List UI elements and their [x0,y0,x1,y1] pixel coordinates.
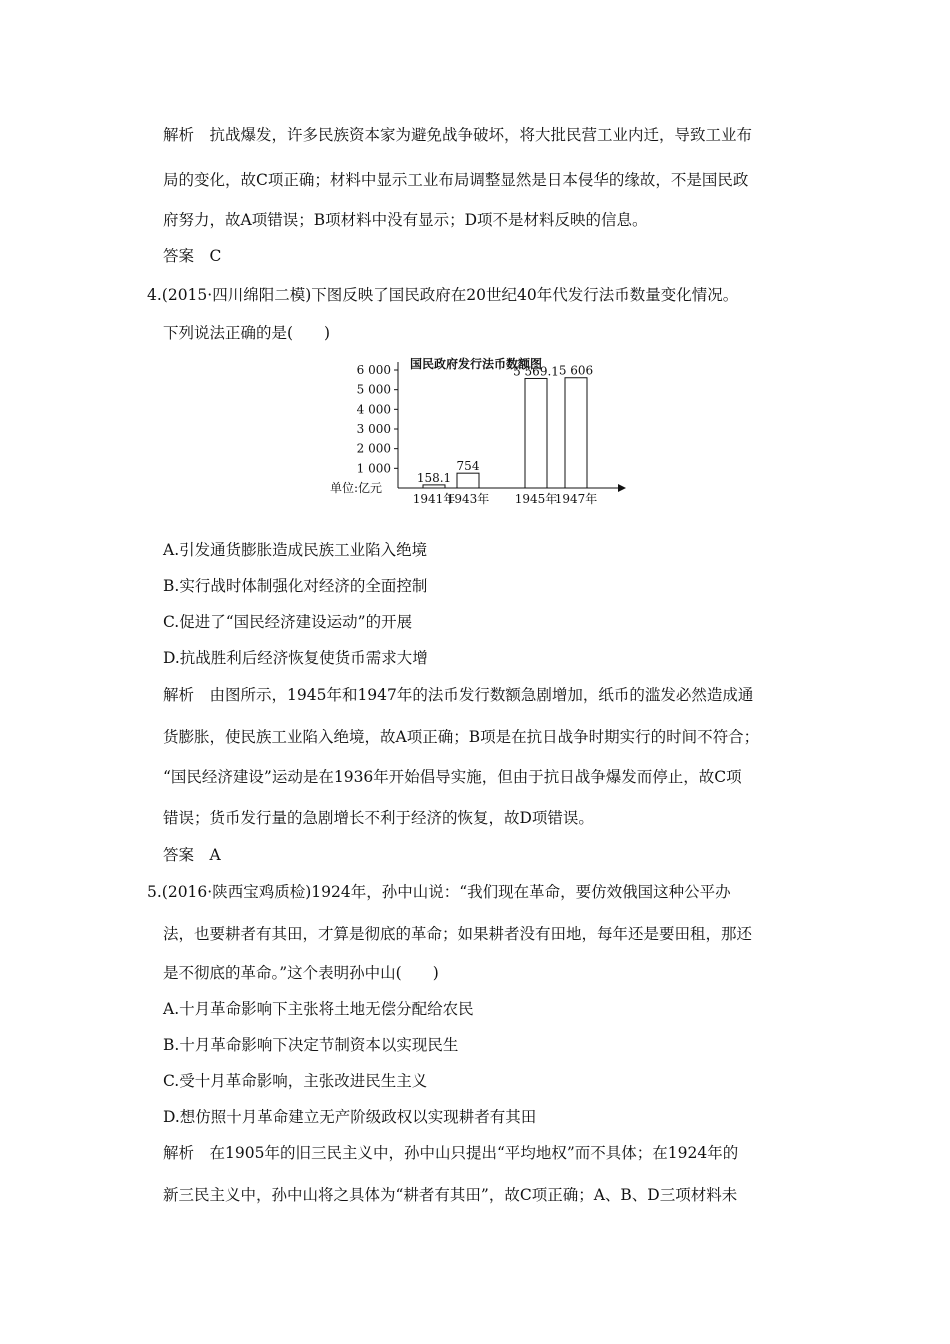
bar-value-label: 754 [456,459,480,474]
chart-title: 国民政府发行法币数额图 [409,357,543,371]
y-tick-label: 3 000 [356,422,391,436]
q4-option-a: A.引发通货膨胀造成民族工业陷入绝境 [163,541,428,559]
q5-stem-line-3: 是不彻底的革命。”这个表明孙中山( ) [163,964,439,982]
q4-analysis-line-3: “国民经济建设”运动是在1936年开始倡导实施，但由于抗日战争爆发而停止，故C项 [163,768,742,786]
q5-option-d: D.想仿照十月革命建立无产阶级政权以实现耕者有其田 [163,1108,537,1126]
q4-analysis-line-4: 错误；货币发行量的急剧增长不利于经济的恢复，故D项错误。 [163,809,594,827]
q5-analysis-line-1: 解析 在1905年的旧三民主义中，孙中山只提出“平均地权”而不具体；在1924年的 [163,1144,739,1162]
q5-stem-line-2: 法，也要耕者有其田，才算是彻底的革命；如果耕者没有田地，每年还是要田租，那还 [163,925,753,943]
q4-answer: 答案 A [163,846,221,864]
y-tick-label: 6 000 [356,363,391,377]
y-tick-label: 2 000 [356,441,391,456]
q3-answer: 答案 C [163,247,222,265]
y-unit-label: 单位:亿元 [330,481,383,495]
q4-option-c: C.促进了“国民经济建设运动”的开展 [163,613,413,631]
bar-value-label: 5 569.1 [513,364,559,379]
q4-analysis-line-2: 货膨胀，使民族工业陷入绝境，故A项正确；B项是在抗日战争时期实行的时间不符合； [163,728,760,746]
q3-analysis-line-2: 局的变化，故C项正确；材料中显示工业布局调整显然是日本侵华的缘故，不是国民政 [163,171,749,189]
q4-analysis-line-1: 解析 由图所示，1945年和1947年的法币发行数额急剧增加，纸币的滥发必然造成通 [163,686,754,704]
q3-analysis-line-1: 解析 抗战爆发，许多民族资本家为避免战争破坏，将大批民营工业内迁，导致工业布 [163,126,753,144]
x-category-label: 1947年 [554,492,598,506]
x-axis-arrow [618,484,626,492]
x-category-label: 1943年 [446,492,490,506]
bar [457,473,479,488]
q5-analysis-line-2: 新三民主义中，孙中山将之具体为“耕者有其田”，故C项正确；A、B、D三项材料未 [163,1186,738,1204]
bar [565,378,587,488]
bar [423,485,445,488]
q5-option-a: A.十月革命影响下主张将土地无偿分配给农民 [163,1000,474,1018]
q4-option-b: B.实行战时体制强化对经济的全面控制 [163,577,428,595]
bar [525,378,547,488]
q5-option-b: B.十月革命影响下决定节制资本以实现民生 [163,1036,459,1054]
q5-stem-line-1: 5.(2016·陕西宝鸡质检)1924年，孙中山说：“我们现在革命，要仿效俄国这种公平办 [147,883,731,901]
q4-stem-line-1: 4.(2015·四川绵阳二模)下图反映了国民政府在20世纪40年代发行法币数量变化情况。 [147,286,739,304]
x-category-label: 1941年 [412,492,456,506]
y-tick-label: 4 000 [356,402,391,417]
legal-tender-bar-chart [328,352,628,512]
q3-analysis-line-3: 府努力，故A项错误；B项材料中没有显示；D项不是材料反映的信息。 [163,211,648,229]
q4-stem-line-2: 下列说法正确的是( ) [163,324,331,342]
x-category-label: 1945年 [514,492,558,506]
y-tick-label: 5 000 [356,382,391,397]
bar-value-label: 5 606 [558,363,594,378]
q4-option-d: D.抗战胜利后经济恢复使货币需求大增 [163,649,428,667]
q5-option-c: C.受十月革命影响，主张改进民生主义 [163,1072,428,1090]
y-tick-label: 1 000 [356,461,391,476]
bar-value-label: 158.1 [416,470,452,485]
